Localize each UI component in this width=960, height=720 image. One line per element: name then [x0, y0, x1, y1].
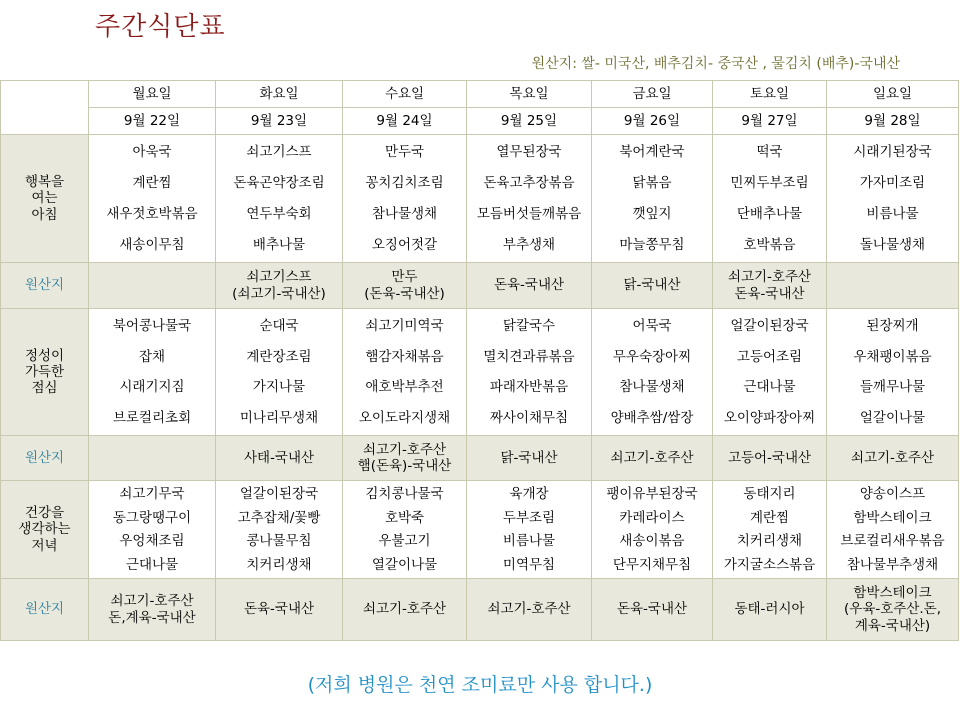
menu-cell — [592, 481, 713, 579]
origin-text: 쇠고기스프 — [246, 269, 312, 286]
origin-cell — [89, 579, 216, 641]
menu-item: 닭칼국수 — [502, 317, 556, 334]
menu-item: 멸치견과류볶음 — [483, 348, 575, 365]
menu-item: 치커리생채 — [246, 556, 312, 573]
menu-item: 얼갈이나물 — [859, 410, 926, 427]
menu-item: 파래자반볶음 — [489, 379, 569, 396]
menu-item: 단배추나물 — [736, 205, 803, 222]
meal-label-line: 행복을 — [24, 174, 65, 191]
menu-cell — [343, 481, 467, 579]
menu-item: 동그랑땡구이 — [112, 509, 192, 526]
corner-cell — [1, 81, 89, 135]
date-header: 9월 24일 — [343, 108, 467, 135]
origin-text: 고등어-국내산 — [727, 449, 812, 466]
date-header: 9월 28일 — [827, 108, 959, 135]
dinner-origin-row — [1, 579, 959, 641]
menu-item: 시래기된장국 — [853, 143, 932, 160]
origin-text: 쇠고기-호주산 — [362, 441, 447, 458]
origin-text: 쇠고기-호주산 — [110, 593, 194, 610]
origin-text: 사태-국내산 — [243, 449, 315, 466]
lunch-row — [1, 309, 959, 436]
day-header: 금요일 — [592, 81, 713, 108]
menu-item: 민찌두부조림 — [730, 174, 809, 191]
menu-item: 우채팽이볶음 — [853, 348, 932, 365]
menu-item: 깻잎지 — [632, 205, 672, 222]
menu-cell — [89, 135, 216, 263]
origin-text: 돈육-국내산 — [493, 277, 565, 294]
menu-item: 함박스테이크 — [853, 509, 932, 526]
origin-text: 쇠고기-호주산 — [487, 601, 571, 618]
menu-item: 햄감자채볶음 — [365, 348, 444, 365]
menu-item: 호박죽 — [384, 509, 425, 526]
menu-item: 가자미조림 — [859, 174, 926, 191]
menu-item: 김치콩나물국 — [365, 486, 444, 503]
origin-text: (돈육-국내산) — [364, 285, 445, 302]
menu-item: 참나물생채 — [619, 379, 685, 396]
menu-item: 양송이스프 — [859, 486, 926, 503]
origin-cell — [343, 579, 467, 641]
menu-item: 순대국 — [259, 317, 299, 334]
origin-cell — [827, 263, 959, 309]
date-header-row — [1, 108, 959, 135]
date-header: 9월 23일 — [216, 108, 343, 135]
menu-cell — [343, 309, 467, 436]
menu-item: 무우숙장아찌 — [612, 348, 692, 365]
lunch-origin-row — [1, 436, 959, 481]
menu-cell — [89, 481, 216, 579]
origin-text: 동태-러시아 — [734, 601, 805, 618]
menu-cell — [713, 481, 827, 579]
origin-text: (쇠고기-국내산) — [232, 285, 326, 302]
menu-cell — [827, 309, 959, 436]
origin-cell — [216, 579, 343, 641]
breakfast-label — [1, 135, 89, 263]
menu-item: 양배추쌈/쌈장 — [610, 410, 694, 427]
origin-cell — [89, 436, 216, 481]
footer-note: (저희 병원은 천연 조미료만 사용 합니다.) — [307, 674, 653, 696]
breakfast-row — [1, 135, 959, 263]
menu-item: 호박볶음 — [743, 236, 796, 253]
origin-text: 돈육-국내산 — [734, 285, 805, 302]
menu-item: 잡채 — [138, 348, 166, 365]
menu-item: 들깨무나물 — [859, 379, 926, 396]
day-header: 일요일 — [827, 81, 959, 108]
menu-cell — [467, 135, 592, 263]
day-header: 화요일 — [216, 81, 343, 108]
menu-item: 고등어조림 — [736, 348, 803, 365]
menu-item: 브로컬리새우볶음 — [840, 533, 945, 550]
origin-cell — [467, 579, 592, 641]
menu-item: 고추잡채/꽃빵 — [237, 509, 321, 526]
origin-text: 돈육-국내산 — [616, 601, 688, 618]
origin-text: 닭-국내산 — [623, 277, 681, 294]
menu-item: 돈육고추장볶음 — [483, 174, 575, 191]
date-header: 9월 25일 — [467, 108, 592, 135]
menu-item: 오징어젓갈 — [371, 236, 438, 253]
menu-item: 육개장 — [509, 486, 549, 503]
menu-cell — [467, 481, 592, 579]
origin-cell — [343, 263, 467, 309]
menu-item: 단무지채무침 — [612, 556, 692, 573]
menu-item: 근대나물 — [743, 379, 796, 396]
menu-item: 팽이유부된장국 — [606, 486, 698, 503]
menu-item: 계란찜 — [132, 174, 172, 191]
origin-cell — [713, 579, 827, 641]
date-header: 9월 27일 — [713, 108, 827, 135]
origin-cell — [592, 579, 713, 641]
menu-item: 우엉채조림 — [119, 533, 185, 550]
menu-cell — [827, 481, 959, 579]
menu-item: 근대나물 — [125, 556, 179, 573]
menu-item: 계란장조림 — [246, 348, 312, 365]
meal-label-line: 가득한 — [24, 363, 65, 380]
origin-note: 원산지: 쌀- 미국산, 배추김치- 중국산 , 물김치 (배추)-국내산 — [531, 56, 900, 72]
menu-item: 애호박부추전 — [365, 379, 444, 396]
menu-item: 쇠고기무국 — [119, 486, 185, 503]
meal-label-line: 여는 — [31, 190, 58, 207]
menu-item: 쇠고기미역국 — [365, 317, 444, 334]
menu-item: 열갈이나물 — [371, 556, 438, 573]
menu-cell — [216, 309, 343, 436]
origin-cell — [827, 579, 959, 641]
menu-item: 얼갈이된장국 — [239, 486, 319, 503]
menu-item: 새송이무침 — [119, 236, 185, 253]
origin-text: 햄(돈육)-국내산 — [357, 458, 452, 474]
origin-text: 닭-국내산 — [500, 449, 558, 466]
origin-cell — [89, 263, 216, 309]
menu-cell — [216, 135, 343, 263]
origin-cell — [216, 436, 343, 481]
menu-cell — [216, 481, 343, 579]
meal-label-line: 생각하는 — [18, 521, 71, 538]
menu-cell — [713, 309, 827, 436]
date-header: 9월 26일 — [592, 108, 713, 135]
origin-text: 돈육-국내산 — [243, 601, 315, 618]
menu-item: 만두국 — [384, 143, 425, 160]
origin-text: 쇠고기-호주산 — [362, 601, 447, 618]
origin-text: 계육-국내산) — [854, 617, 931, 634]
day-header-row — [1, 81, 959, 108]
menu-cell — [827, 135, 959, 263]
lunch-label — [1, 309, 89, 436]
menu-item: 오이도라지생채 — [358, 410, 451, 427]
origin-text: 쇠고기-호주산 — [727, 269, 812, 286]
menu-item: 쇠고기스프 — [246, 143, 312, 160]
date-header: 9월 22일 — [89, 108, 216, 135]
menu-item: 카레라이스 — [619, 509, 685, 526]
origin-label: 원산지 — [1, 579, 89, 641]
menu-cell — [89, 309, 216, 436]
menu-item: 닭볶음 — [632, 174, 672, 191]
menu-item: 비름나물 — [502, 533, 556, 550]
origin-cell — [592, 436, 713, 481]
menu-item: 연두부숙회 — [246, 205, 312, 222]
origin-cell — [713, 436, 827, 481]
menu-item: 아욱국 — [132, 143, 172, 160]
meal-label-line: 건강을 — [24, 505, 65, 522]
origin-text: 쇠고기-호주산 — [610, 449, 694, 466]
menu-cell — [343, 135, 467, 263]
menu-item: 새송이볶음 — [619, 533, 685, 550]
origin-text: 돈,계육-국내산 — [108, 609, 196, 626]
menu-item: 계란찜 — [749, 509, 790, 526]
day-header: 토요일 — [713, 81, 827, 108]
menu-item: 콩나물무침 — [246, 533, 312, 550]
origin-cell — [216, 263, 343, 309]
menu-item: 모듬버섯들깨볶음 — [476, 205, 582, 222]
menu-item: 가지굴소스볶음 — [723, 556, 816, 573]
origin-text: 쇠고기-호주산 — [850, 449, 935, 466]
menu-item: 부추생채 — [502, 236, 556, 253]
menu-item: 북어콩나물국 — [112, 317, 192, 334]
dinner-row — [1, 481, 959, 579]
menu-item: 열무된장국 — [496, 143, 562, 160]
menu-item: 북어계란국 — [619, 143, 685, 160]
day-header: 수요일 — [343, 81, 467, 108]
weekly-menu-table — [0, 80, 959, 641]
menu-cell — [592, 309, 713, 436]
menu-item: 미나리무생채 — [239, 410, 319, 427]
menu-cell — [467, 309, 592, 436]
origin-label: 원산지 — [1, 436, 89, 481]
menu-item: 동태지리 — [743, 486, 796, 503]
menu-item: 미역무침 — [502, 556, 556, 573]
origin-cell — [713, 263, 827, 309]
menu-item: 짜사이채무침 — [489, 410, 569, 427]
menu-item: 오이양파장아찌 — [723, 410, 816, 427]
origin-label: 원산지 — [1, 263, 89, 309]
origin-text: 만두 — [391, 269, 418, 286]
dinner-label — [1, 481, 89, 579]
origin-text: 함박스테이크 — [853, 585, 932, 602]
breakfast-origin-row — [1, 263, 959, 309]
menu-item: 떡국 — [756, 143, 783, 160]
menu-item: 두부조림 — [502, 509, 556, 526]
menu-item: 새우젓호박볶음 — [106, 205, 198, 222]
menu-item: 돈육곤약장조림 — [233, 174, 325, 191]
origin-cell — [592, 263, 713, 309]
origin-cell — [467, 436, 592, 481]
meal-label-line: 저녁 — [31, 537, 58, 554]
menu-item: 비름나물 — [866, 205, 919, 222]
menu-item: 가지나물 — [252, 379, 306, 396]
menu-cell — [592, 135, 713, 263]
day-header: 월요일 — [89, 81, 216, 108]
page-title: 주간식단표 — [95, 12, 226, 42]
menu-item: 마늘쫑무침 — [619, 236, 685, 253]
day-header: 목요일 — [467, 81, 592, 108]
origin-cell — [467, 263, 592, 309]
menu-item: 브로컬리초회 — [112, 410, 192, 427]
origin-cell — [827, 436, 959, 481]
menu-item: 된장찌개 — [866, 317, 919, 334]
menu-item: 어묵국 — [632, 317, 672, 334]
menu-item: 얼갈이된장국 — [730, 317, 809, 334]
origin-cell — [343, 436, 467, 481]
menu-item: 시래기지짐 — [119, 379, 185, 396]
menu-item: 참나물생채 — [371, 205, 438, 222]
menu-item: 돌나물생채 — [859, 236, 926, 253]
meal-label-line: 정성이 — [24, 347, 65, 364]
menu-item: 치커리생채 — [736, 533, 803, 550]
menu-item: 배추나물 — [252, 236, 306, 253]
origin-text: (우육-호주산.돈, — [844, 601, 941, 618]
meal-label-line: 아침 — [31, 206, 58, 223]
menu-cell — [713, 135, 827, 263]
menu-item: 참나물부추생채 — [846, 556, 939, 573]
menu-item: 꽁치김치조림 — [365, 174, 444, 191]
meal-label-line: 점심 — [31, 380, 58, 397]
menu-item: 우불고기 — [378, 533, 431, 550]
